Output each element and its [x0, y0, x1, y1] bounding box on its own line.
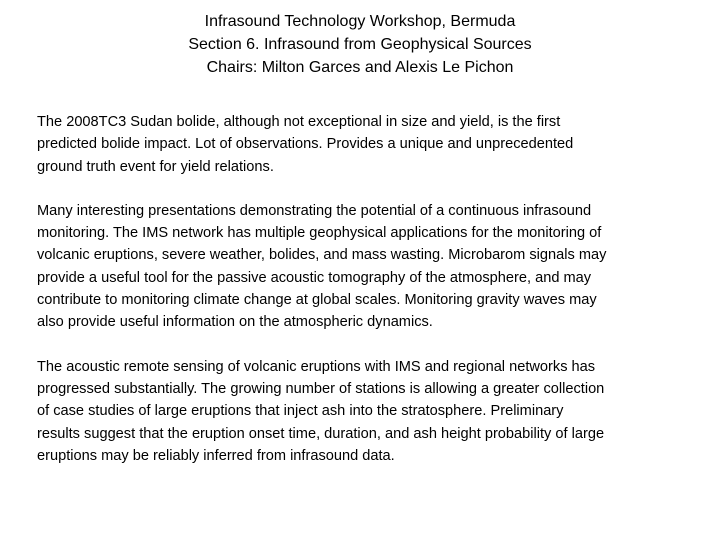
slide-body [37, 111, 697, 489]
section-title: Section 6. Infrasound from Geophysical Sources [188, 36, 532, 53]
chairs-line: Chairs: Milton Garces and Alexis Le Pichon [206, 59, 514, 76]
paragraph-presentations [37, 200, 697, 334]
paragraph-line: eruptions may be reliably inferred from infrasound data. [37, 447, 395, 464]
paragraph-line: Many interesting presentations demonstrating the potential of a continuous infrasound [37, 202, 592, 219]
paragraph-line: The 2008TC3 Sudan bolide, although not exceptional in size and yield, is the first [37, 114, 561, 130]
paragraph-volcanic [37, 356, 697, 467]
paragraph-line: monitoring. The IMS network has multiple geophysical applications for the monitoring of [37, 225, 602, 242]
paragraph-line: predicted bolide impact. Lot of observations. Provides a unique and unprecedented [37, 136, 574, 153]
paragraph-line: The acoustic remote sensing of volcanic eruptions with IMS and regional networks has [37, 358, 596, 375]
slide-header [0, 10, 720, 79]
paragraph-line: contribute to monitoring climate change at global scales. Monitoring gravity waves may [37, 292, 597, 309]
paragraph-line: results suggest that the eruption onset time, duration, and ash height probability of large [37, 425, 605, 442]
workshop-title: Infrasound Technology Workshop, Bermuda [204, 13, 516, 30]
paragraph-line: of case studies of large eruptions that inject ash into the stratosphere. Preliminary [37, 403, 564, 420]
paragraph-bolide [37, 111, 697, 178]
paragraph-line: volcanic eruptions, severe weather, bolides, and mass wasting. Microbarom signals may [37, 247, 607, 264]
paragraph-line: provide a useful tool for the passive acoustic tomography of the atmosphere, and may [37, 269, 592, 286]
paragraph-line: also provide useful information on the atmospheric dynamics. [37, 314, 433, 331]
paragraph-line: ground truth event for yield relations. [37, 158, 274, 175]
paragraph-line: progressed substantially. The growing number of stations is allowing a greater collection [37, 380, 605, 397]
